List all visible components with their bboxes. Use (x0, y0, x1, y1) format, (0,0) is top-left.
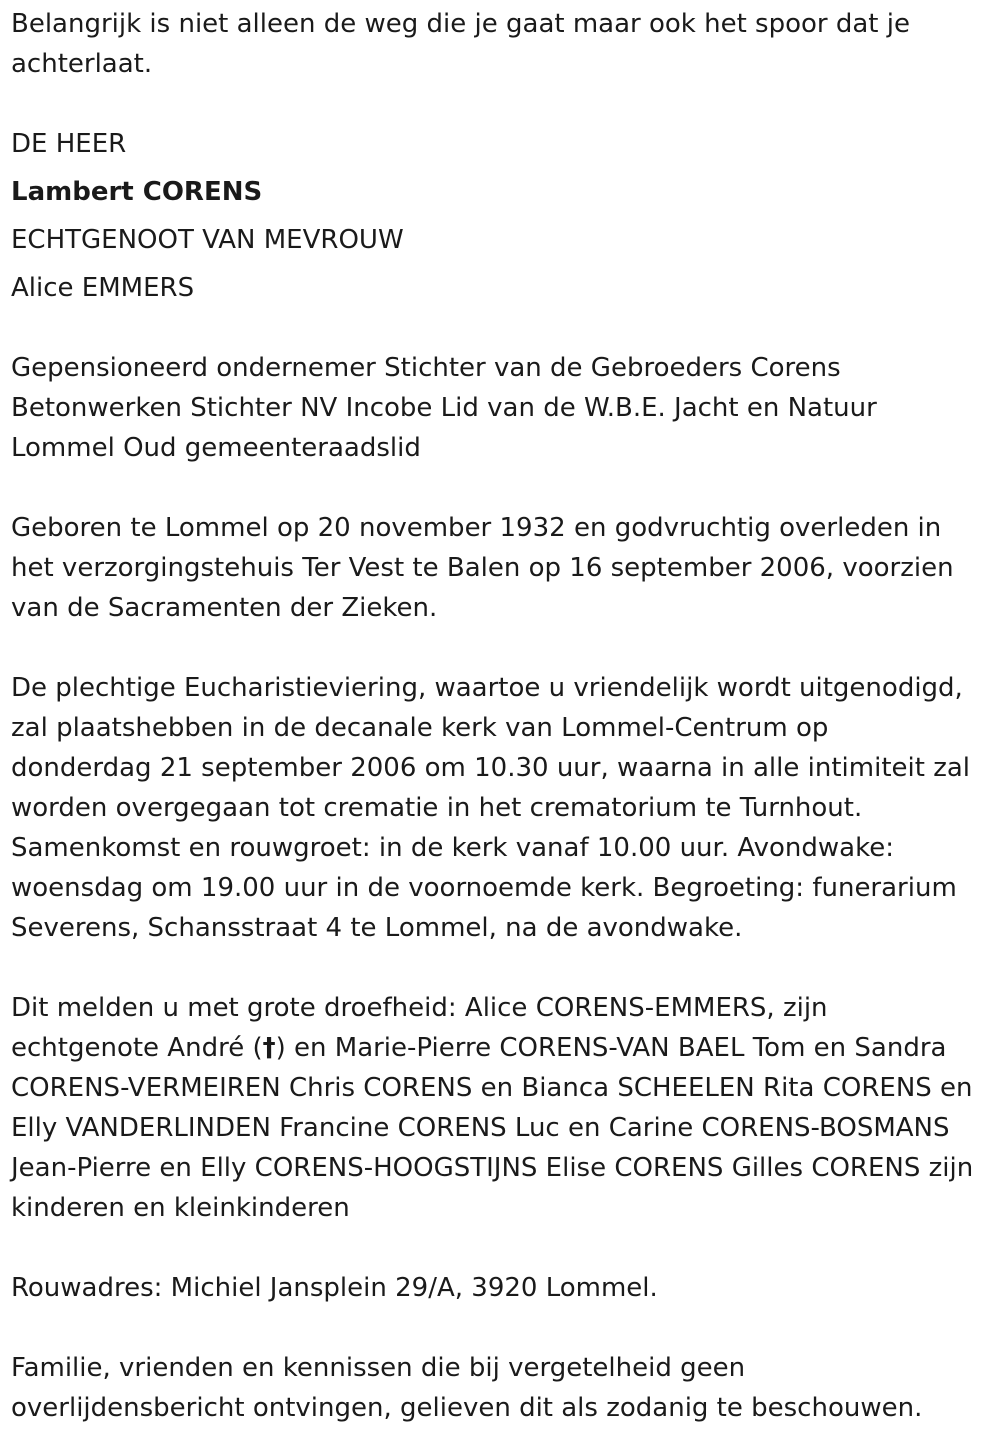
ceremony-line: worden overgegaan tot crematie in het crematorium te Turnhout. (11, 793, 863, 823)
family-line: Dit melden u met grote droefheid: Alice CORENS-EMMERS, zijn (11, 993, 828, 1023)
family-text: echtgenote André ( (11, 1033, 263, 1063)
spacer (11, 628, 993, 668)
family-paragraph (11, 988, 993, 1228)
motto-line: achterlaat. (11, 49, 153, 79)
motto-paragraph (11, 4, 993, 84)
family-line: Elly VANDERLINDEN Francine CORENS Luc en Carine CORENS-BOSMANS (11, 1113, 950, 1143)
ceremony-line: donderdag 21 september 2006 om 10.30 uur, waarna in alle intimiteit zal (11, 753, 970, 783)
deceased-name: Lambert CORENS (11, 177, 263, 207)
birth-death-line: het verzorgingstehuis Ter Vest te Balen op 16 september 2006, voorzien (11, 553, 954, 583)
ceremony-line: Samenkomst en rouwgroet: in de kerk vanaf 10.00 uur. Avondwake: (11, 833, 894, 863)
spacer (11, 468, 993, 508)
ceremony-paragraph (11, 668, 993, 948)
cross-icon: † (262, 1033, 276, 1063)
obituary-document (11, 4, 993, 1428)
birth-death-line: van de Sacramenten der Zieken. (11, 593, 438, 623)
birth-death-line: Geboren te Lommel op 20 november 1932 en godvruchtig overleden in (11, 513, 942, 543)
birth-death-paragraph (11, 508, 993, 628)
relation-line: ECHTGENOOT VAN MEVROUW (11, 225, 404, 255)
closing-paragraph (11, 1348, 993, 1428)
spacer (11, 84, 993, 124)
spacer (11, 1228, 993, 1268)
career-paragraph (11, 348, 993, 468)
ceremony-line: woensdag om 19.00 uur in de voornoemde kerk. Begroeting: funerarium (11, 873, 957, 903)
ceremony-line: De plechtige Eucharistieviering, waartoe u vriendelijk wordt uitgenodigd, (11, 673, 963, 703)
ceremony-line: Severens, Schansstraat 4 te Lommel, na de avondwake. (11, 913, 743, 943)
address-line: Rouwadres: Michiel Jansplein 29/A, 3920 Lommel. (11, 1273, 658, 1303)
spacer (11, 948, 993, 988)
family-text: ) en Marie-Pierre CORENS-VAN BAEL Tom en Sandra (275, 1033, 947, 1063)
closing-line: Familie, vrienden en kennissen die bij vergetelheid geen (11, 1353, 746, 1383)
spouse-name: Alice EMMERS (11, 273, 195, 303)
family-line: Jean-Pierre en Elly CORENS-HOOGSTIJNS Elise CORENS Gilles CORENS zijn (11, 1153, 974, 1183)
family-line (11, 1028, 993, 1068)
closing-line: overlijdensbericht ontvingen, gelieven dit als zodanig te beschouwen. (11, 1393, 923, 1423)
family-line: CORENS-VERMEIREN Chris CORENS en Bianca SCHEELEN Rita CORENS en (11, 1073, 973, 1103)
career-line: Betonwerken Stichter NV Incobe Lid van de W.B.E. Jacht en Natuur (11, 393, 877, 423)
career-line: Gepensioneerd ondernemer Stichter van de Gebroeders Corens (11, 353, 841, 383)
motto-line: Belangrijk is niet alleen de weg die je gaat maar ook het spoor dat je (11, 9, 910, 39)
ceremony-line: zal plaatshebben in de decanale kerk van Lommel-Centrum op (11, 713, 829, 743)
title-line: DE HEER (11, 129, 127, 159)
spacer (11, 1308, 993, 1348)
family-line: kinderen en kleinkinderen (11, 1193, 350, 1223)
spacer (11, 308, 993, 348)
career-line: Lommel Oud gemeenteraadslid (11, 433, 421, 463)
